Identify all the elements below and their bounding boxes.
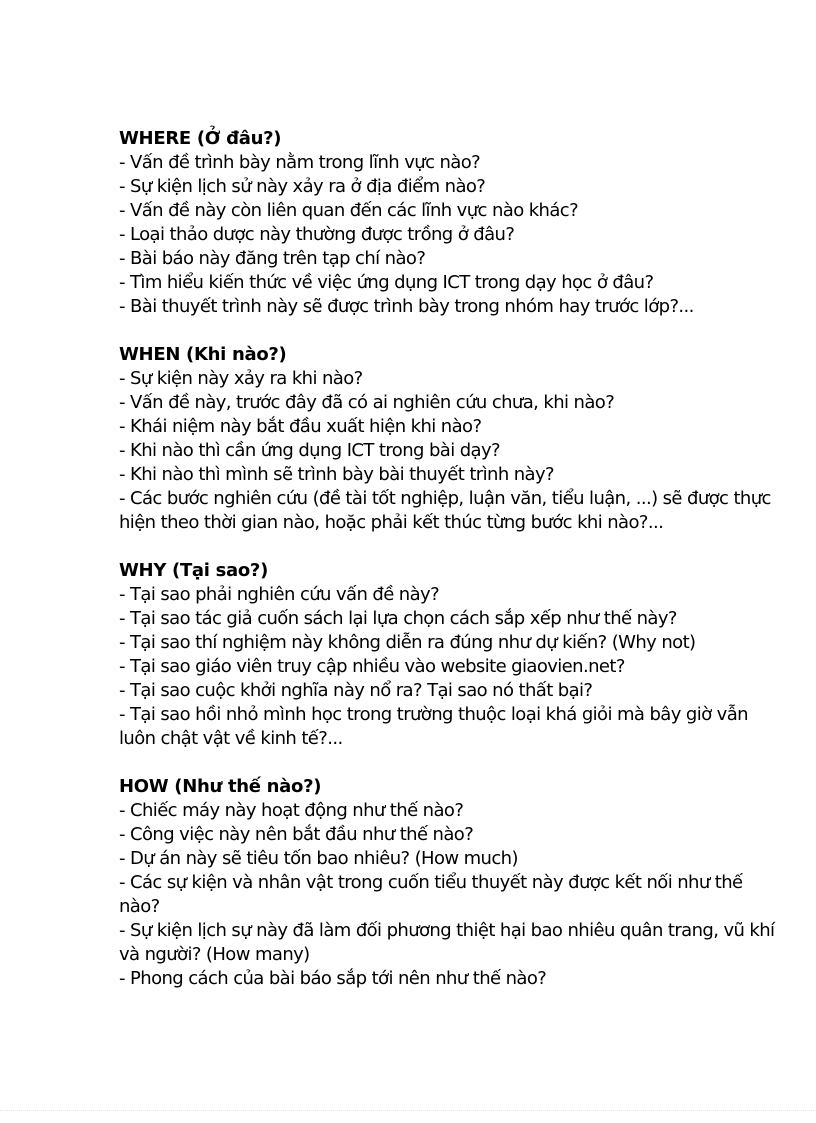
list-item: - Sự kiện lịch sự này đã làm đối phương thiệt hại bao nhiêu quân trang, vũ khí và người? (How many) xyxy=(119,920,775,965)
list-item: - Tại sao hồi nhỏ mình học trong trường thuộc loại khá giỏi mà bây giờ vẫn luôn chật vật về kinh tế?... xyxy=(119,704,748,749)
list-item: - Chiếc máy này hoạt động như thế nào? xyxy=(119,800,464,821)
list-item: - Loại thảo dược này thường được trồng ở đâu? xyxy=(119,224,515,245)
list-item: - Các sự kiện và nhân vật trong cuốn tiểu thuyết này được kết nối như thế nào? xyxy=(119,872,743,917)
section-heading: WHERE (Ở đâu?) xyxy=(119,128,282,149)
section-when xyxy=(119,343,779,535)
list-item: - Tại sao cuộc khởi nghĩa này nổ ra? Tại sao nó thất bại? xyxy=(119,680,593,701)
list-item: - Sự kiện này xảy ra khi nào? xyxy=(119,368,363,389)
document-body xyxy=(119,127,779,1015)
list-item: - Tại sao thí nghiệm này không diễn ra đúng như dự kiến? (Why not) xyxy=(119,632,696,653)
section-heading: WHEN (Khi nào?) xyxy=(119,344,287,365)
section-heading: HOW (Như thế nào?) xyxy=(119,776,322,797)
list-item: - Khi nào thì cần ứng dụng ICT trong bài dạy? xyxy=(119,440,500,461)
list-item: - Bài báo này đăng trên tạp chí nào? xyxy=(119,248,426,269)
list-item: - Phong cách của bài báo sắp tới nên như thế nào? xyxy=(119,968,547,989)
list-item: - Công việc này nên bắt đầu như thế nào? xyxy=(119,824,474,845)
list-item: - Vấn đề này, trước đây đã có ai nghiên cứu chưa, khi nào? xyxy=(119,392,615,413)
list-item: - Tại sao tác giả cuốn sách lại lựa chọn cách sắp xếp như thế này? xyxy=(119,608,677,629)
list-item: - Bài thuyết trình này sẽ được trình bày trong nhóm hay trước lớp?... xyxy=(119,296,694,317)
list-item: - Vấn đề trình bày nằm trong lĩnh vực nào? xyxy=(119,152,481,173)
list-item: - Tại sao phải nghiên cứu vấn đề này? xyxy=(119,584,440,605)
section-why xyxy=(119,559,779,751)
section-heading: WHY (Tại sao?) xyxy=(119,560,269,581)
list-item: - Các bước nghiên cứu (đề tài tốt nghiệp, luận văn, tiểu luận, ...) sẽ được thực hiện theo thời gian nào, hoặc phải kết thúc từng bước khi nào?... xyxy=(119,488,771,533)
list-item: - Sự kiện lịch sử này xảy ra ở địa điểm nào? xyxy=(119,176,486,197)
section-where xyxy=(119,127,779,319)
list-item: - Khái niệm này bắt đầu xuất hiện khi nào? xyxy=(119,416,482,437)
list-item: - Vấn đề này còn liên quan đến các lĩnh vực nào khác? xyxy=(119,200,579,221)
list-item: - Tìm hiểu kiến thức về việc ứng dụng ICT trong dạy học ở đâu? xyxy=(119,272,654,293)
page-bottom-divider xyxy=(0,1110,816,1111)
list-item: - Khi nào thì mình sẽ trình bày bài thuyết trình này? xyxy=(119,464,554,485)
list-item: - Tại sao giáo viên truy cập nhiều vào website giaovien.net? xyxy=(119,656,625,677)
section-how xyxy=(119,775,779,991)
list-item: - Dự án này sẽ tiêu tốn bao nhiêu? (How much) xyxy=(119,848,518,869)
